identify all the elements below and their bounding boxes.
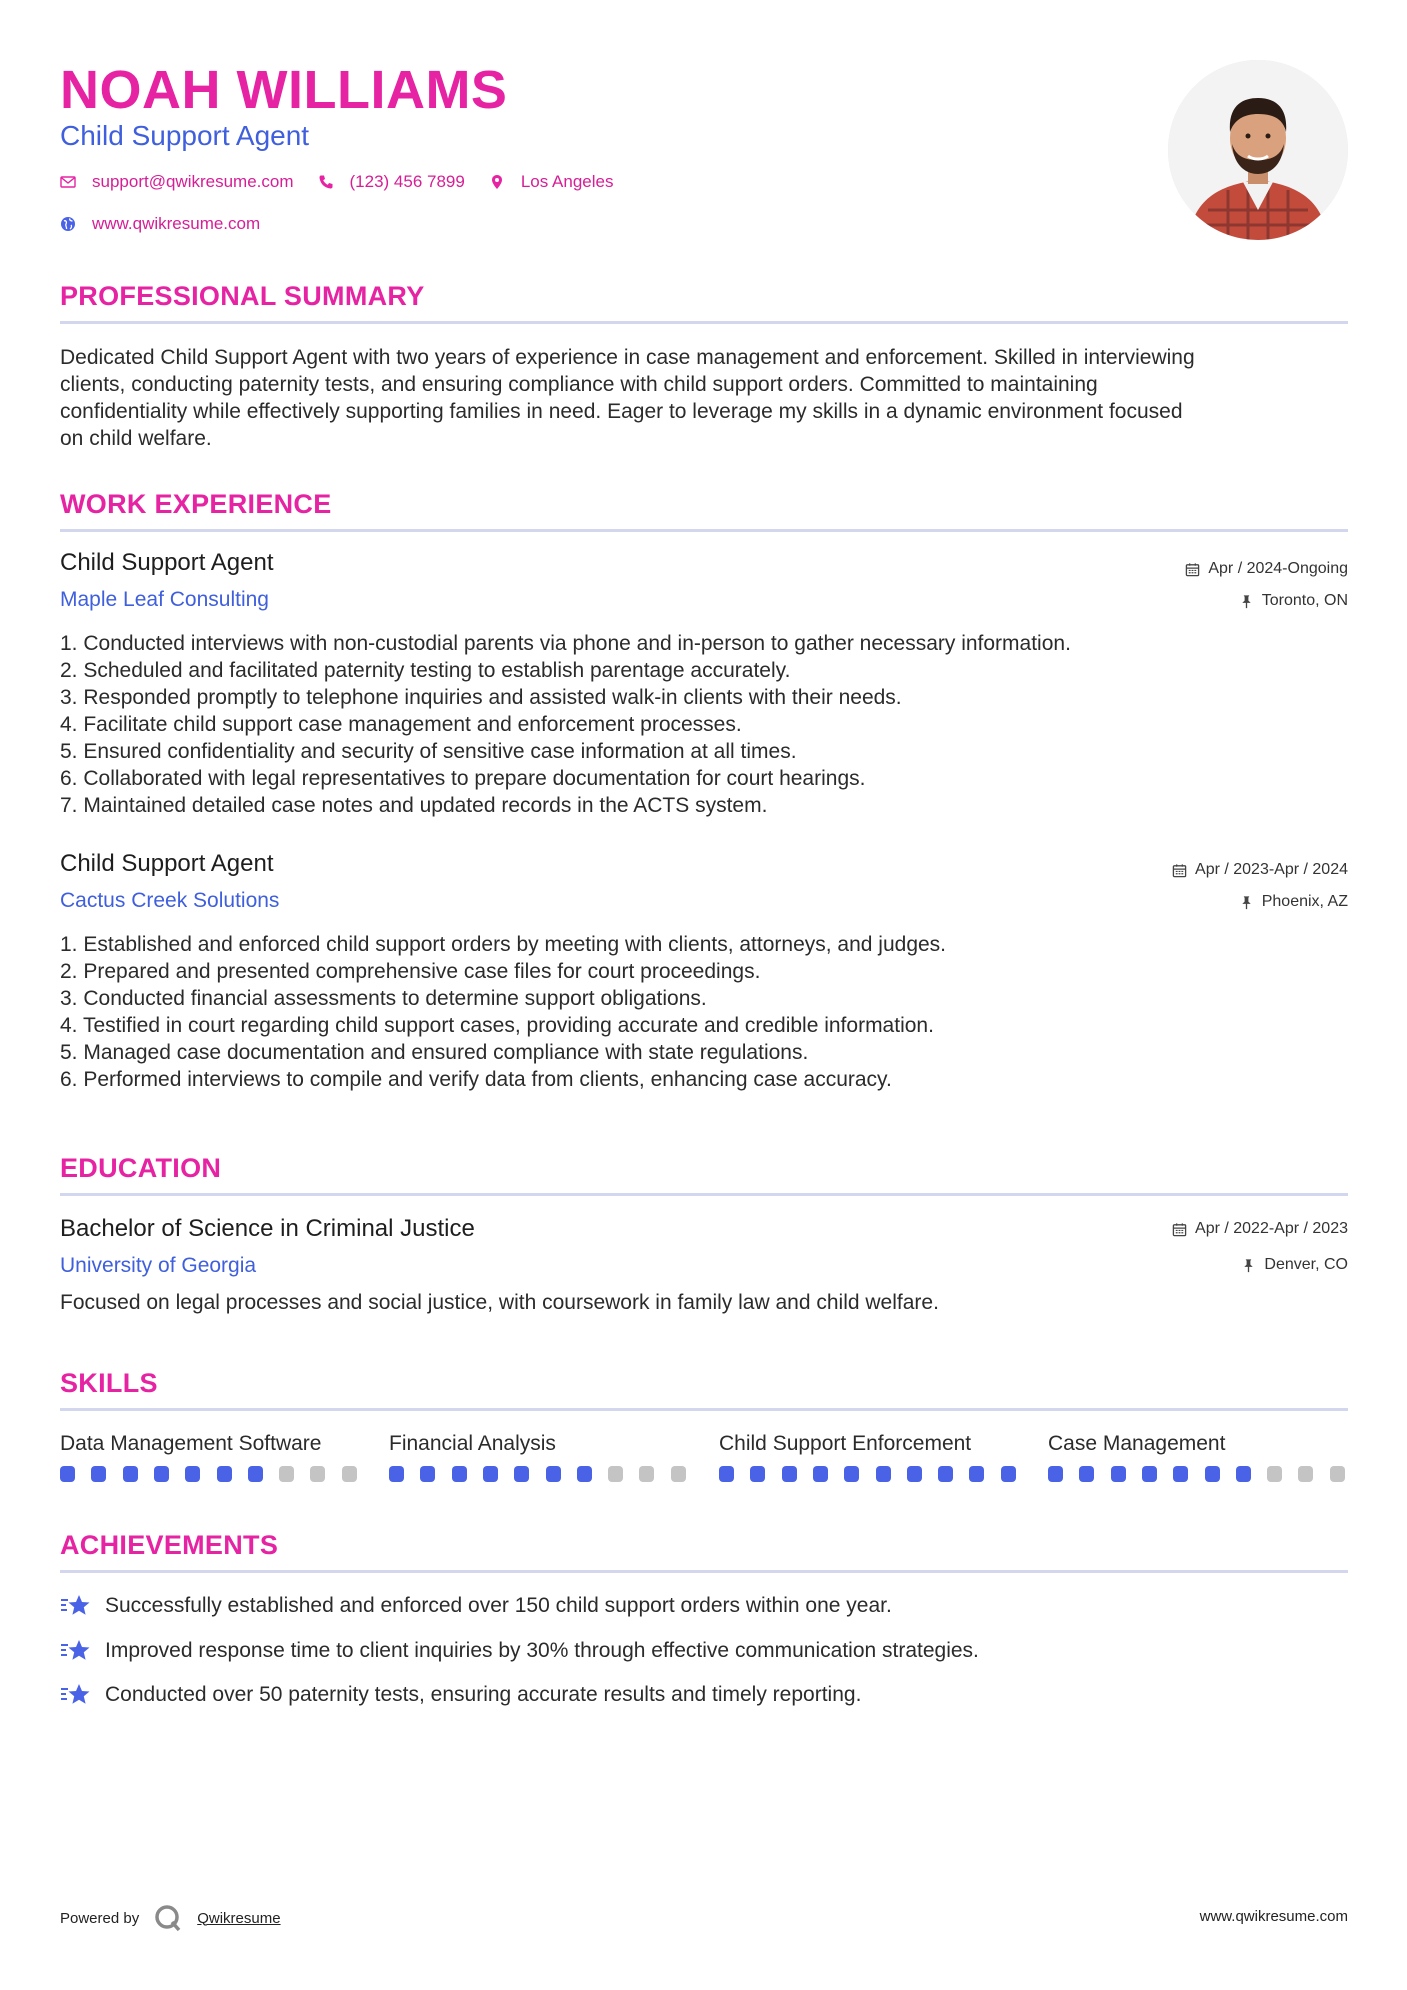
- list-item: 1. Conducted interviews with non-custodial parents via phone and in-person to gather necessary information.: [60, 632, 1071, 655]
- contact-row: [60, 172, 637, 192]
- skill-dot-filled: [123, 1466, 138, 1482]
- star-icon: [60, 1681, 92, 1709]
- job-dates: [1185, 560, 1348, 578]
- website-row: [60, 214, 284, 234]
- list-item: 3. Conducted financial assessments to determine support obligations.: [60, 987, 707, 1010]
- skill-name: Case Management: [1048, 1432, 1226, 1455]
- globe-icon: [60, 216, 76, 232]
- dates-text: Apr / 2024-Ongoing: [1208, 560, 1348, 577]
- section-divider: [60, 1570, 1348, 1573]
- footer-website[interactable]: www.qwikresume.com: [1199, 1908, 1348, 1925]
- skill-dot-filled: [719, 1466, 734, 1482]
- skill-dot-filled: [876, 1466, 891, 1482]
- skill-dot-empty: [342, 1466, 357, 1482]
- job-location: [1239, 592, 1348, 610]
- skill-dot-filled: [1079, 1466, 1094, 1482]
- skill-dot-filled: [1001, 1466, 1016, 1482]
- job-company: Maple Leaf Consulting: [60, 588, 269, 611]
- list-item: 3. Responded promptly to telephone inquiries and assisted walk-in clients with their needs.: [60, 686, 902, 709]
- job-bullets: [60, 630, 1350, 819]
- achievement-text: Conducted over 50 paternity tests, ensuring accurate results and timely reporting.: [105, 1683, 862, 1706]
- achievement-text: Improved response time to client inquiries by 30% through effective communication strategies.: [105, 1639, 979, 1662]
- candidate-name: NOAH WILLIAMS: [60, 60, 508, 120]
- job-dates: [1172, 861, 1348, 879]
- skill-dot-filled: [452, 1466, 467, 1482]
- skill-dot-filled: [1048, 1466, 1063, 1482]
- skill-name: Data Management Software: [60, 1432, 322, 1455]
- contact-email[interactable]: [60, 172, 294, 192]
- avatar: [1168, 60, 1348, 240]
- skill-dot-filled: [1142, 1466, 1157, 1482]
- skill-dot-filled: [420, 1466, 435, 1482]
- job-company: Cactus Creek Solutions: [60, 889, 280, 912]
- calendar-icon: [1185, 562, 1200, 577]
- skill-dot-filled: [1205, 1466, 1220, 1482]
- list-item: 2. Prepared and presented comprehensive case files for court proceedings.: [60, 960, 761, 983]
- location-text: Toronto, ON: [1261, 592, 1348, 609]
- skill-dot-empty: [671, 1466, 686, 1482]
- section-divider: [60, 1193, 1348, 1196]
- list-item: 1. Established and enforced child support orders by meeting with clients, attorneys, and judges.: [60, 933, 947, 956]
- skill-item: [1048, 1431, 1348, 1457]
- summary-line: clients, conducting paternity tests, and ensuring compliance with child support orders. Committed to maintaining: [60, 373, 1098, 396]
- skill-dot-filled: [248, 1466, 263, 1482]
- skill-dot-empty: [279, 1466, 294, 1482]
- skill-dot-filled: [389, 1466, 404, 1482]
- contact-website[interactable]: [60, 214, 260, 234]
- summary-line: confidentiality while effectively supporting families in need. Eager to leverage my skills in a dynamic environment focused: [60, 400, 1183, 423]
- school: University of Georgia: [60, 1254, 257, 1277]
- list-item: 6. Collaborated with legal representatives to prepare documentation for court hearings.: [60, 767, 866, 790]
- skill-name: Financial Analysis: [389, 1432, 556, 1455]
- skill-dot-filled: [782, 1466, 797, 1482]
- education-dates: [1172, 1220, 1348, 1238]
- summary-line: on child welfare.: [60, 427, 212, 450]
- skill-dot-filled: [1173, 1466, 1188, 1482]
- education-heading: EDUCATION: [60, 1153, 222, 1183]
- education-description: Focused on legal processes and social justice, with coursework in family law and child welfare.: [60, 1291, 939, 1314]
- skill-dot-filled: [483, 1466, 498, 1482]
- candidate-title: Child Support Agent: [60, 120, 310, 151]
- summary-text: [60, 344, 1350, 452]
- skills-heading: SKILLS: [60, 1368, 158, 1398]
- skill-dot-filled: [844, 1466, 859, 1482]
- star-icon: [60, 1592, 92, 1620]
- achievement-text: Successfully established and enforced over 150 child support orders within one year.: [105, 1594, 892, 1617]
- qwikresume-logo-icon: [153, 1903, 183, 1933]
- skill-item: [60, 1431, 360, 1457]
- brand-link[interactable]: Qwikresume: [197, 1909, 281, 1927]
- skill-dot-filled: [577, 1466, 592, 1482]
- skill-dot-filled: [217, 1466, 232, 1482]
- skill-dot-empty: [1330, 1466, 1345, 1482]
- list-item: 4. Testified in court regarding child support cases, providing accurate and credible information.: [60, 1014, 934, 1037]
- skill-dot-filled: [907, 1466, 922, 1482]
- contact-location: [489, 172, 614, 192]
- skill-dot-filled: [514, 1466, 529, 1482]
- envelope-icon: [60, 174, 76, 190]
- website-text: www.qwikresume.com: [92, 214, 261, 233]
- skill-dot-filled: [1111, 1466, 1126, 1482]
- skill-item: [389, 1431, 689, 1457]
- skill-dot-filled: [750, 1466, 765, 1482]
- skill-name: Child Support Enforcement: [719, 1432, 972, 1455]
- calendar-icon: [1172, 863, 1187, 878]
- pushpin-icon: [1239, 895, 1254, 910]
- skill-dot-filled: [969, 1466, 984, 1482]
- skill-dot-filled: [1236, 1466, 1251, 1482]
- list-item: 2. Scheduled and facilitated paternity testing to establish parentage accurately.: [60, 659, 791, 682]
- list-item: 4. Facilitate child support case management and enforcement processes.: [60, 713, 742, 736]
- degree: Bachelor of Science in Criminal Justice: [60, 1215, 475, 1242]
- achievement-item: [60, 1681, 861, 1709]
- phone-text: (123) 456 7899: [349, 172, 465, 191]
- location-text: Los Angeles: [520, 172, 614, 191]
- experience-heading: WORK EXPERIENCE: [60, 489, 332, 519]
- achievements-heading: ACHIEVEMENTS: [60, 1530, 279, 1560]
- pushpin-icon: [1239, 594, 1254, 609]
- phone-icon: [318, 174, 334, 190]
- achievement-item: [60, 1637, 979, 1665]
- skill-dot-empty: [1298, 1466, 1313, 1482]
- powered-by-text: Powered by: [60, 1909, 140, 1927]
- section-divider: [60, 1408, 1348, 1411]
- list-item: 6. Performed interviews to compile and verify data from clients, enhancing case accuracy.: [60, 1068, 892, 1091]
- skill-dot-filled: [91, 1466, 106, 1482]
- skill-dot-empty: [1267, 1466, 1282, 1482]
- section-divider: [60, 529, 1348, 532]
- job-location: [1239, 893, 1348, 911]
- skill-dot-empty: [608, 1466, 623, 1482]
- list-item: 7. Maintained detailed case notes and updated records in the ACTS system.: [60, 794, 768, 817]
- dates-text: Apr / 2022-Apr / 2023: [1195, 1220, 1348, 1237]
- skill-rating: [1048, 1466, 1348, 1482]
- skill-dot-filled: [546, 1466, 561, 1482]
- skill-dot-empty: [310, 1466, 325, 1482]
- skill-dot-empty: [639, 1466, 654, 1482]
- pushpin-icon: [1241, 1258, 1256, 1273]
- achievement-item: [60, 1592, 892, 1620]
- dates-text: Apr / 2023-Apr / 2024: [1195, 861, 1348, 878]
- star-icon: [60, 1637, 92, 1665]
- skill-dot-filled: [813, 1466, 828, 1482]
- skill-dot-filled: [185, 1466, 200, 1482]
- education-location: [1241, 1256, 1348, 1274]
- list-item: 5. Ensured confidentiality and security of sensitive case information at all times.: [60, 740, 797, 763]
- job-role: Child Support Agent: [60, 850, 274, 877]
- summary-line: Dedicated Child Support Agent with two years of experience in case management and enforcement. Skilled in interviewing: [60, 346, 1195, 369]
- skill-rating: [389, 1466, 689, 1482]
- section-divider: [60, 321, 1348, 324]
- job-role: Child Support Agent: [60, 549, 274, 576]
- skill-dot-filled: [938, 1466, 953, 1482]
- location-text: Phoenix, AZ: [1261, 893, 1348, 910]
- map-pin-icon: [489, 174, 505, 190]
- summary-heading: PROFESSIONAL SUMMARY: [60, 281, 425, 311]
- skill-rating: [719, 1466, 1019, 1482]
- skill-rating: [60, 1466, 360, 1482]
- footer-brand: [60, 1903, 281, 1933]
- contact-phone[interactable]: [318, 172, 465, 192]
- skill-item: [719, 1431, 1019, 1457]
- job-bullets: [60, 931, 1350, 1093]
- location-text: Denver, CO: [1264, 1256, 1348, 1273]
- calendar-icon: [1172, 1222, 1187, 1237]
- profile-photo: [1168, 60, 1348, 240]
- skill-dot-filled: [154, 1466, 169, 1482]
- email-text: support@qwikresume.com: [92, 172, 294, 191]
- list-item: 5. Managed case documentation and ensured compliance with state regulations.: [60, 1041, 809, 1064]
- skill-dot-filled: [60, 1466, 75, 1482]
